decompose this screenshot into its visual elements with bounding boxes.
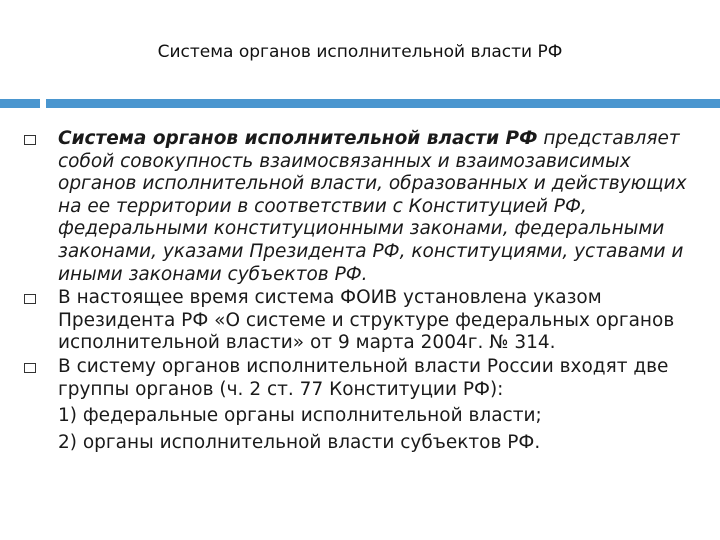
list-item: [24, 356, 704, 454]
list-item-text: В настоящее время система ФОИВ установлена указом Президента РФ «О системе и структуре федеральных органов исполнительной власти» от 9 марта 2004г. № 314.: [58, 287, 675, 354]
accent-bar-right: [46, 99, 720, 108]
list-item-text: [58, 128, 704, 286]
sub-item-1: 1) федеральные органы исполнительной власти;: [58, 405, 542, 427]
definition-text: представляет собой совокупность взаимосвязанных и взаимозависимых органов исполнительной власти, образованных и действующих на ее территории в соответствии с Конституцией РФ, федеральными конституционными законами, федеральными законами, указами Президента РФ, конституциями, уставами и иными законами субъектов РФ.: [58, 128, 687, 285]
list-item: [24, 128, 704, 286]
accent-bar-left: [0, 99, 40, 108]
sub-item-2: 2) органы исполнительной власти субъектов РФ.: [58, 431, 541, 453]
list-item: [24, 287, 704, 355]
square-bullet-icon: [24, 363, 36, 373]
list-item-main: В систему органов исполнительной власти России входят две группы органов (ч. 2 ст. 77 Конституции РФ):: [58, 355, 669, 400]
term-bold: Система органов исполнительной власти РФ: [58, 128, 538, 149]
square-bullet-icon: [24, 135, 36, 145]
slide-title: Система органов исполнительной власти РФ: [157, 42, 563, 62]
bullet-list: [24, 128, 704, 455]
list-item-text: [58, 356, 704, 454]
square-bullet-icon: [24, 294, 36, 304]
